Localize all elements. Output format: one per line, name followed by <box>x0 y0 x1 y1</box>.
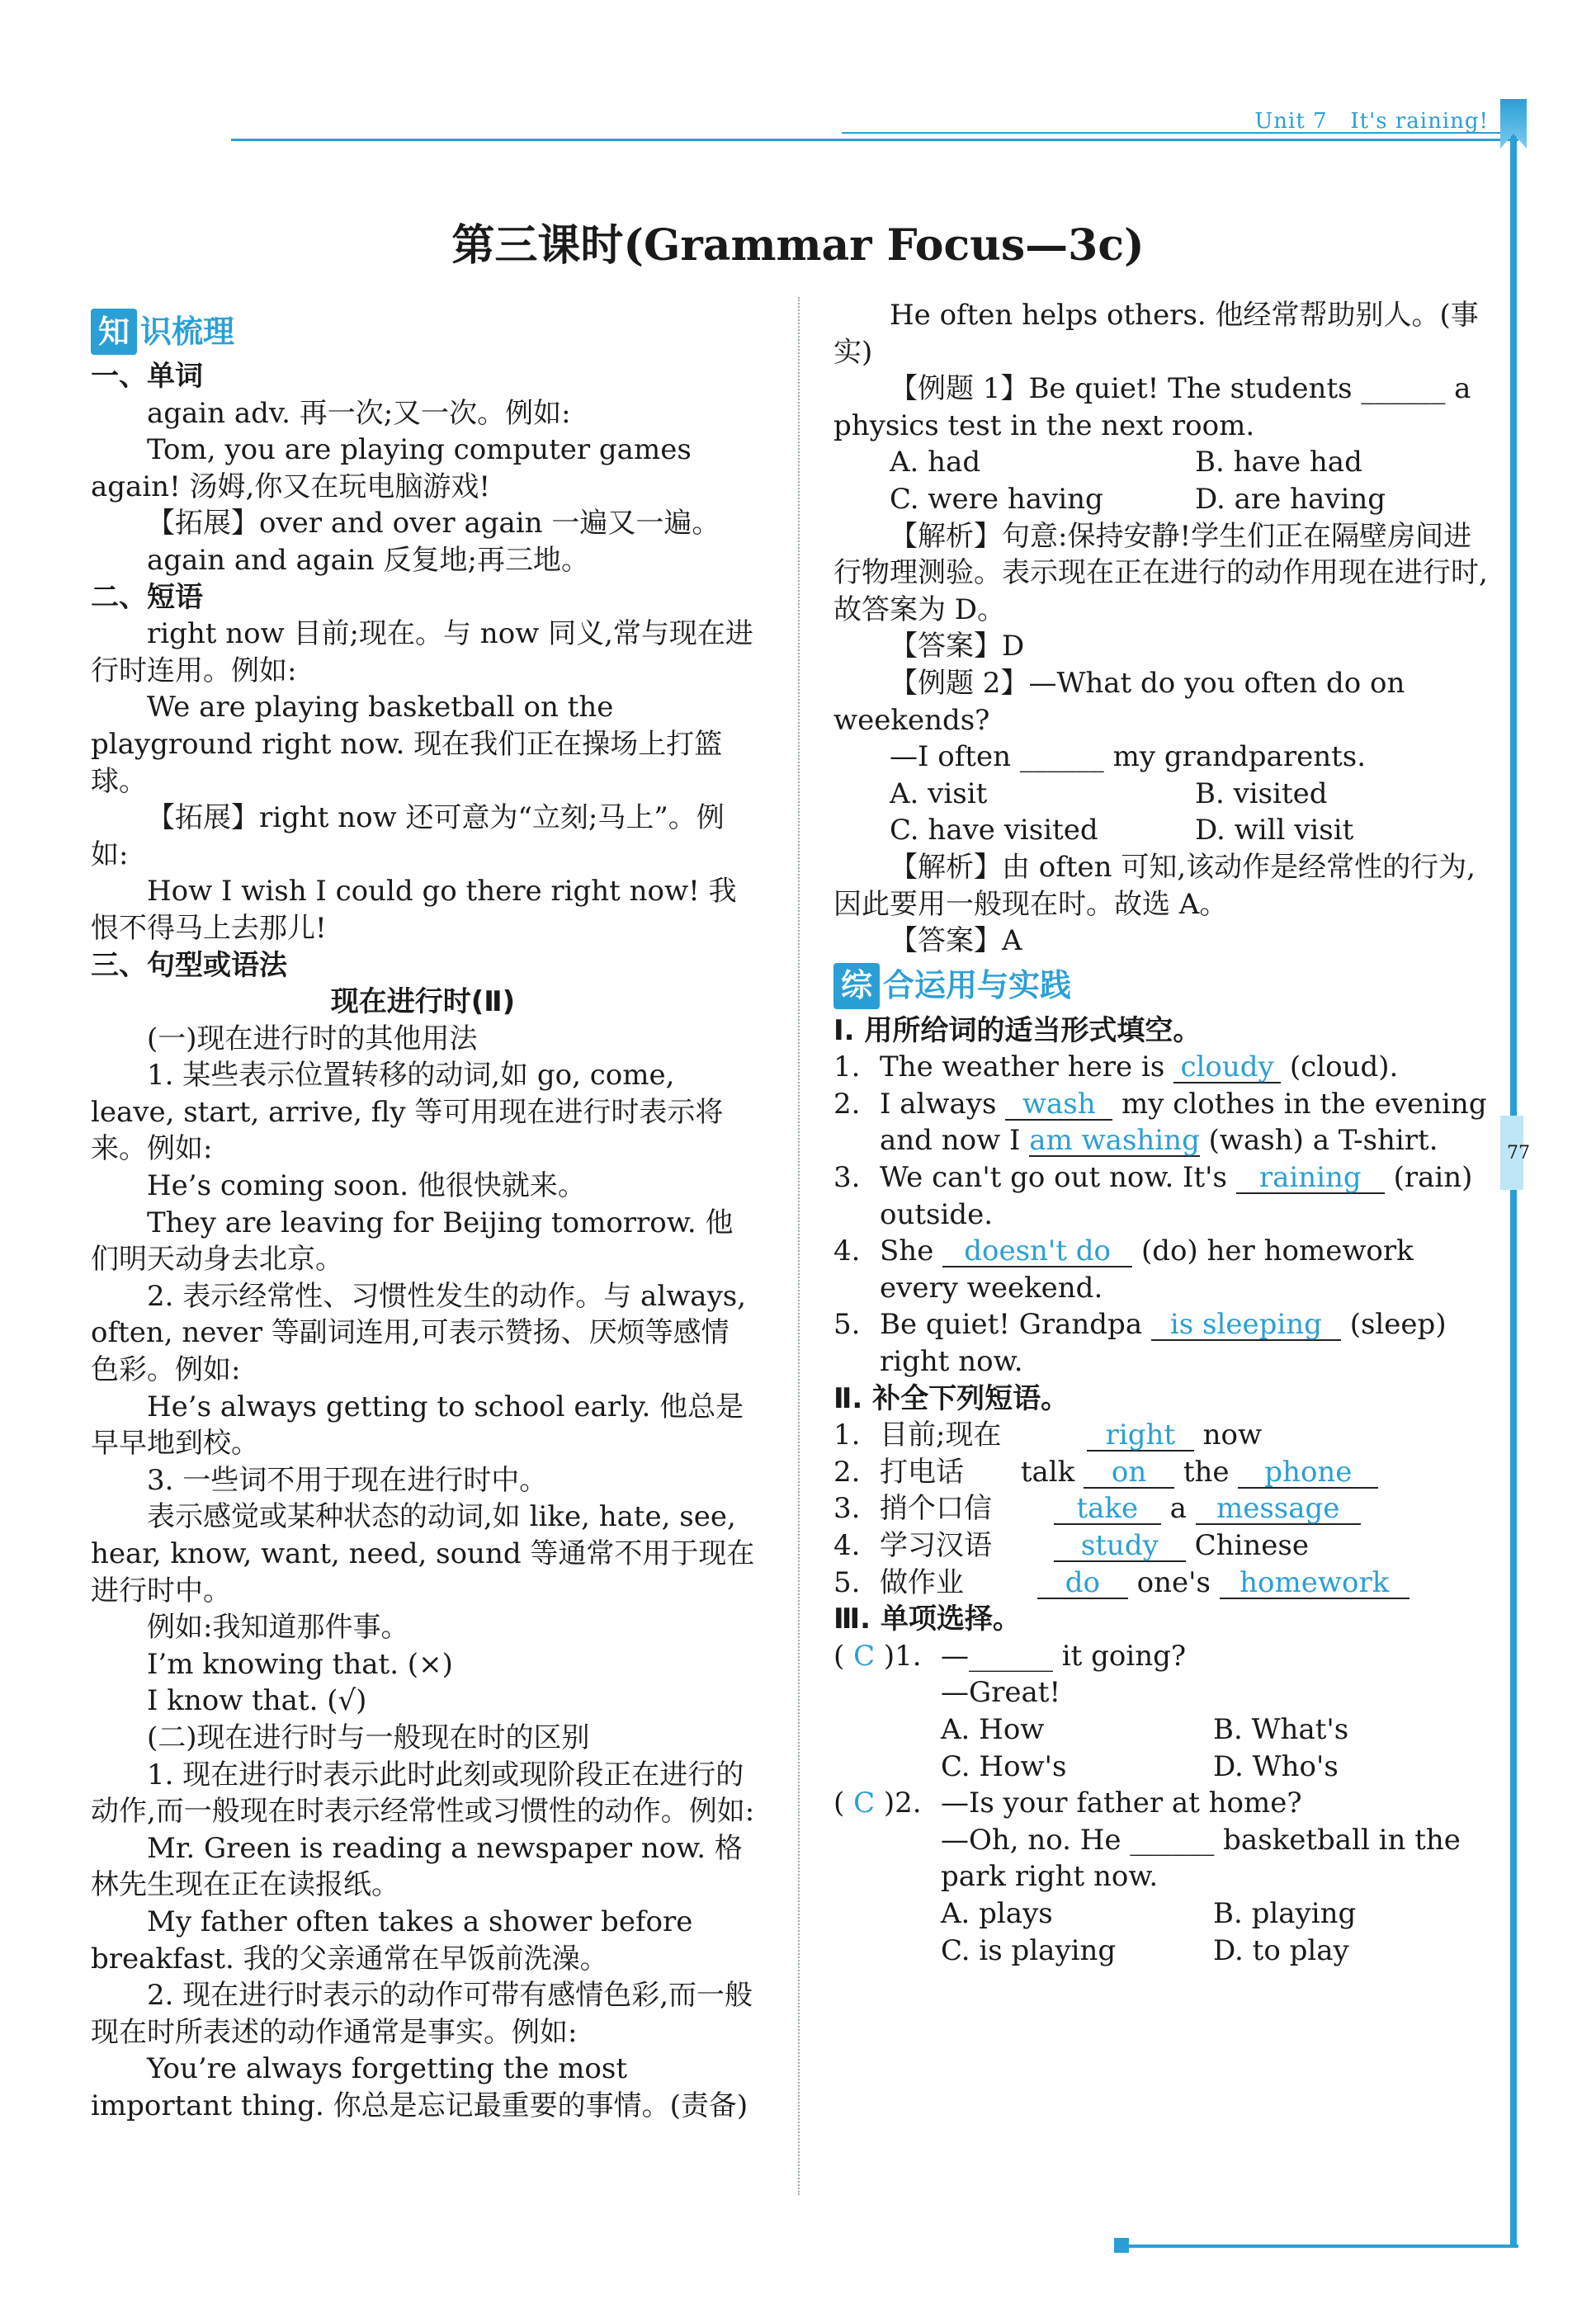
question-text <box>880 1086 1494 1159</box>
option: C. is playing <box>941 1933 1117 1967</box>
fill-question <box>833 1086 1494 1159</box>
grammar-example-right: I know that. (√) <box>147 1684 367 1718</box>
phrase-chinese: 打电话 <box>880 1455 964 1489</box>
mcq-stem: —______ it going? <box>941 1639 1187 1673</box>
example-question-2: 【例题 2】—What do you often do on weekends? <box>833 666 1405 737</box>
option: A. How <box>941 1712 1045 1746</box>
question-text <box>880 1490 1494 1527</box>
option: D. are having <box>1195 482 1386 516</box>
vocab-extension-2: again and again 反复地;再三地。 <box>147 543 589 577</box>
mcq-options <box>941 1749 1494 1786</box>
question-text <box>880 1049 1494 1086</box>
paren-open: ( <box>833 1787 845 1820</box>
mcq-options <box>941 1711 1494 1749</box>
right-column <box>833 297 1494 1969</box>
fill-question <box>833 1233 1494 1306</box>
grammar-example: 例如:我知道那件事。 <box>147 1611 409 1645</box>
phrase-word: the <box>1183 1455 1230 1489</box>
phrase-word: one's <box>1136 1565 1211 1599</box>
answer-blank: take <box>1054 1494 1161 1525</box>
question-stem: Be quiet! Grandpa <box>880 1308 1143 1342</box>
knowledge-heading-text: 识梳理 <box>140 313 235 350</box>
example-question-2-line2: —I often ______ my grandparents. <box>890 740 1367 774</box>
option: B. What's <box>1213 1712 1349 1746</box>
grammar-para: 2. 表示经常性、习惯性发生的动作。与 always, often, never 等副词连用,可表示赞扬、厌烦等感情色彩。例如: <box>91 1279 747 1387</box>
question-stem: I always <box>880 1087 997 1121</box>
question-text <box>880 1233 1494 1306</box>
fill-question <box>833 1159 1494 1233</box>
question-text <box>880 1159 1494 1233</box>
example-1-options <box>833 444 1494 481</box>
mcq-stem-2: —Oh, no. He ______ basketball in the park right now. <box>941 1823 1461 1894</box>
paren-close: )2. <box>883 1787 922 1820</box>
example-2-options <box>833 776 1494 813</box>
answer-blank: is sleeping <box>1151 1310 1341 1341</box>
mcq-stem-2: —Great! <box>941 1676 1061 1710</box>
question-stem: The weather here is <box>880 1050 1165 1084</box>
paren-close: )1. <box>883 1639 922 1673</box>
mcq-options <box>941 1895 1494 1933</box>
mcq-answer: C <box>853 1787 876 1820</box>
question-text <box>880 1527 1494 1565</box>
grammar-example: Mr. Green is reading a newspaper now. 格林先生现在正在读报纸。 <box>91 1831 743 1902</box>
phrase-word: now <box>1202 1418 1263 1452</box>
phrase-example: We are playing basketball on the playground right now. 现在我们正在操场上打篮球。 <box>91 691 723 798</box>
question-stem: We can't go out now. It's <box>880 1161 1227 1195</box>
mcq-answer-slot <box>833 1785 941 1969</box>
grammar-example: My father often takes a shower before breakfast. 我的父亲通常在早饭前洗澡。 <box>91 1905 693 1975</box>
option: C. have visited <box>890 814 1098 847</box>
option: B. have had <box>1195 446 1362 479</box>
footer-rule <box>1122 2245 1518 2248</box>
phrase-word: talk <box>1020 1455 1075 1489</box>
mcq-body <box>941 1638 1494 1785</box>
practice-badge: 综 <box>833 963 880 1009</box>
practice-section-heading <box>833 960 1494 1013</box>
option: B. playing <box>1213 1896 1357 1930</box>
practice-heading-text: 合运用与实践 <box>883 967 1072 1004</box>
part1-heading: Ⅰ. 用所给词的适当形式填空。 <box>833 1013 1202 1047</box>
part2-heading: Ⅱ. 补全下列短语。 <box>833 1381 1070 1415</box>
fill-question <box>833 1049 1494 1086</box>
header-rule <box>231 139 1518 141</box>
grammar-example: He’s always getting to school early. 他总是早早地到校。 <box>91 1390 744 1461</box>
running-header <box>1254 109 1489 134</box>
question-hint: (cloud). <box>1289 1050 1399 1084</box>
question-stem: She <box>880 1234 934 1268</box>
mcq-question <box>833 1638 1494 1785</box>
answer-blank: cloudy <box>1173 1052 1281 1083</box>
grammar-para: (一)现在进行时的其他用法 <box>147 1022 478 1055</box>
phrase-chinese: 捎个口信 <box>880 1492 992 1526</box>
vocab-line: again adv. 再一次;又一次。例如: <box>147 396 571 430</box>
question-text <box>880 1417 1494 1454</box>
column-divider <box>798 297 800 2195</box>
option: A. had <box>890 446 981 479</box>
question-hint: (do) her homework every weekend. <box>880 1234 1414 1305</box>
grammar-para: 2. 现在进行时表示的动作可带有感情色彩,而一般现在时所表述的动作通常是事实。例如: <box>91 1979 753 2049</box>
answer-blank: homework <box>1220 1568 1409 1599</box>
option: D. will visit <box>1195 814 1354 847</box>
question-stem: my clothes in the evening and now I <box>880 1087 1487 1158</box>
phrase-question <box>833 1490 1494 1527</box>
question-text <box>880 1565 1494 1602</box>
phrase-question <box>833 1417 1494 1454</box>
grammar-para: 3. 一些词不用于现在进行时中。 <box>147 1463 548 1497</box>
question-text <box>880 1454 1494 1491</box>
grammar-example: He often helps others. 他经常帮助别人。(事实) <box>833 299 1479 369</box>
mcq-options <box>941 1933 1494 1970</box>
grammar-para: 1. 现在进行时表示此时此刻或现阶段正在进行的动作,而一般现在时表示经常性或习惯性的动作。例如: <box>91 1758 755 1829</box>
question-number: 5. <box>833 1565 861 1599</box>
vocab-extension: 【拓展】over and over again 一遍又一遍。 <box>147 507 720 540</box>
knowledge-badge: 知 <box>91 309 137 355</box>
phrase-question <box>833 1527 1494 1565</box>
phrase-word: a <box>1169 1492 1187 1526</box>
question-number: 4. <box>833 1234 861 1268</box>
option: B. visited <box>1195 777 1328 810</box>
option: C. were having <box>890 482 1103 516</box>
answer-blank: on <box>1084 1457 1174 1489</box>
page-number: 77 <box>1507 1143 1530 1164</box>
grammar-subheading: 现在进行时(Ⅱ) <box>330 985 516 1019</box>
mcq-question <box>833 1785 1494 1969</box>
option: D. Who's <box>1213 1749 1339 1783</box>
page-title: 第三课时(Grammar Focus—3c) <box>451 220 1145 271</box>
paren-open: ( <box>833 1639 845 1673</box>
unit-label: Unit 7 <box>1254 109 1328 134</box>
left-column <box>91 305 755 2125</box>
part3-heading: Ⅲ. 单项选择。 <box>833 1603 1021 1636</box>
option: C. How's <box>941 1749 1067 1783</box>
mcq-body <box>941 1785 1494 1969</box>
fill-question <box>833 1306 1494 1380</box>
question-hint: (rain) outside. <box>880 1161 1473 1231</box>
answer-blank: phone <box>1238 1457 1378 1489</box>
mcq-answer: C <box>853 1639 876 1673</box>
grammar-para: 1. 某些表示位置转移的动词,如 go, come, leave, start, arrive, fly 等可用现在进行时表示将来。例如: <box>91 1059 724 1166</box>
answer-blank: doesn't do <box>942 1236 1132 1267</box>
grammar-example: He’s coming soon. 他很快就来。 <box>147 1169 586 1203</box>
answer-blank: message <box>1196 1494 1361 1525</box>
question-number: 1. <box>833 1050 861 1084</box>
phrase-chinese: 做作业 <box>880 1565 964 1599</box>
answer-blank: study <box>1054 1531 1186 1562</box>
vocab-heading: 一、单词 <box>91 360 203 393</box>
answer-blank: right <box>1087 1420 1194 1452</box>
phrase-chinese: 学习汉语 <box>880 1529 992 1562</box>
phrase-question <box>833 1565 1494 1602</box>
phrase-chinese: 目前;现在 <box>880 1418 1002 1452</box>
grammar-para: 表示感觉或某种状态的动词,如 like, hate, see, hear, know, want, need, sound 等通常不用于现在进行时中。 <box>91 1500 755 1607</box>
example-2-answer: 【答案】A <box>890 924 1022 958</box>
phrase-word: Chinese <box>1194 1529 1309 1562</box>
unit-title: It's raining! <box>1350 109 1489 134</box>
option: A. plays <box>941 1896 1053 1930</box>
phrase-heading: 二、短语 <box>91 580 203 614</box>
grammar-para: (二)现在进行时与一般现在时的区别 <box>147 1721 590 1754</box>
mcq-stem: —Is your father at home? <box>941 1787 1302 1820</box>
question-number: 4. <box>833 1529 861 1562</box>
answer-blank: am washing <box>1029 1124 1200 1158</box>
question-number: 3. <box>833 1161 861 1195</box>
grammar-heading: 三、句型或语法 <box>91 948 287 982</box>
question-text <box>880 1306 1494 1380</box>
phrase-line: right now 目前;现在。与 now 同义,常与现在进行时连用。例如: <box>91 617 753 687</box>
answer-blank: raining <box>1236 1163 1385 1194</box>
question-hint: (wash) a T-shirt. <box>1208 1124 1438 1158</box>
example-2-options <box>833 812 1494 849</box>
question-number: 2. <box>833 1087 861 1121</box>
phrase-question <box>833 1454 1494 1491</box>
question-hint: (sleep) right now. <box>880 1308 1447 1379</box>
grammar-example-wrong: I’m knowing that. (×) <box>147 1647 453 1681</box>
phrase-extension-example: How I wish I could go there right now! 我恨不得马上去那儿! <box>91 875 737 945</box>
grammar-example: You’re always forgetting the most important thing. 你总是忘记最重要的事情。(责备) <box>91 2052 748 2122</box>
question-number: 1. <box>833 1418 861 1452</box>
knowledge-section-heading <box>91 305 755 358</box>
vocab-example: Tom, you are playing computer games again! 汤姆,你又在玩电脑游戏! <box>91 433 692 503</box>
example-1-explanation: 【解析】句意:保持安静!学生们正在隔壁房间进行物理测验。表示现在正在进行的动作用现在进行时,故答案为 D。 <box>833 519 1488 626</box>
phrase-extension: 【拓展】right now 还可意为“立刻;马上”。例如: <box>91 801 725 871</box>
option: D. to play <box>1213 1933 1349 1967</box>
mcq-answer-slot <box>833 1638 941 1785</box>
example-question-1: 【例题 1】Be quiet! The students ______ a physics test in the next room. <box>833 372 1471 442</box>
question-number: 2. <box>833 1455 861 1489</box>
answer-blank: do <box>1037 1568 1128 1599</box>
option: A. visit <box>890 777 988 810</box>
example-1-answer: 【答案】D <box>890 630 1025 663</box>
question-number: 3. <box>833 1492 861 1526</box>
question-number: 5. <box>833 1308 861 1342</box>
grammar-example: They are leaving for Beijing tomorrow. 他们明天动身去北京。 <box>91 1206 734 1277</box>
example-2-explanation: 【解析】由 often 可知,该动作是经常性的行为,因此要用一般现在时。故选 A。 <box>833 850 1476 921</box>
example-1-options <box>833 481 1494 518</box>
answer-blank: wash <box>1005 1089 1112 1121</box>
